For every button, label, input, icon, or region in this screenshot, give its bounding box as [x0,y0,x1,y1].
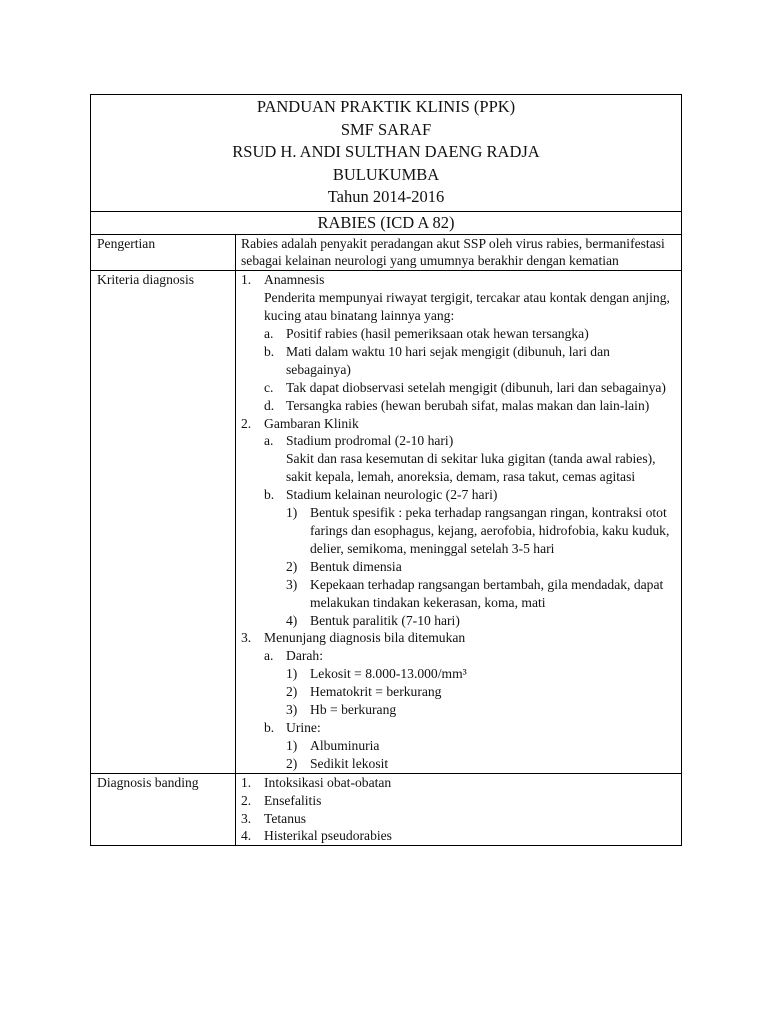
row-diagnosis-banding [91,774,681,847]
list-item [241,629,675,772]
list-text: Histerikal pseudorabies [264,828,392,844]
list-item [264,343,675,379]
list-item [264,647,675,719]
list-text: Bentuk paralitik (7-10 hari) [310,612,460,628]
list-text: Mati dalam waktu 10 hari sejak mengigit (dibunuh, lari dan sebagainya) [286,343,610,377]
list-item [241,792,675,810]
list-text: Hb = berkurang [310,702,397,718]
list-item [286,504,675,558]
list-marker: b. [264,487,275,503]
list-marker: c. [264,379,274,395]
row-label: Kriteria diagnosis [91,271,236,772]
row-pengertian [91,235,681,272]
section-title: Anamnesis [264,272,325,288]
list-marker: 2) [286,684,298,700]
kriteria-list [241,271,675,772]
sub-title: Darah: [286,648,323,664]
list-item [286,612,675,630]
list-number: 2. [241,792,252,808]
list-item [241,415,675,630]
list-item [286,576,675,612]
list-marker: 2) [286,755,298,771]
section-title: Menunjang diagnosis bila ditemukan [264,630,466,646]
list-marker: 4) [286,612,298,628]
list-text: Sedikit lekosit [310,755,389,771]
list-item [264,397,675,415]
list-text: Albuminuria [310,737,380,753]
list-item [286,701,675,719]
sub-sub-list [286,504,675,629]
header-department: SMF SARAF [340,119,432,139]
list-marker: 1) [286,505,298,521]
list-item [264,486,675,629]
banding-list [241,774,675,846]
sub-title: Stadium kelainan neurologic (2-7 hari) [286,487,498,503]
list-marker: b. [264,343,275,359]
sub-list [264,432,675,629]
list-text: Ensefalitis [264,792,322,808]
list-number: 3. [241,810,252,826]
list-text: Kepekaan terhadap rangsangan bertambah, gila mendadak, dapat melakukan tindakan kekerasan, koma, mati [310,576,664,610]
list-text: Hematokrit = berkurang [310,684,442,700]
sub-text: Sakit dan rasa kesemutan di sekitar luka gigitan (tanda awal rabies), sakit kepala, lemah, anoreksia, demam, rasa takut, cemas agitasi [286,451,656,485]
sub-sub-list [286,737,675,773]
list-item [241,271,675,414]
sub-title: Urine: [286,719,321,735]
list-text: Lekosit = 8.000-13.000/mm³ [310,666,467,682]
list-item [264,325,675,343]
list-number: 1. [241,774,252,790]
list-item [241,810,675,828]
list-marker: 2) [286,558,298,574]
list-item [241,774,675,792]
list-text: Tak dapat diobservasi setelah mengigit (dibunuh, lari dan sebagainya) [286,379,666,395]
sub-sub-list [286,665,675,719]
header-city: BULUKUMBA [332,164,440,184]
section-intro: Penderita mempunyai riwayat tergigit, tercakar atau kontak dengan anjing, kucing atau binatang lainnya yang: [264,290,670,324]
list-marker: a. [264,433,274,449]
header-title: PANDUAN PRAKTIK KLINIS (PPK) [256,97,516,116]
section-title: Gambaran Klinik [264,415,359,431]
list-text: Bentuk dimensia [310,558,402,574]
list-marker: 3) [286,702,298,718]
list-text: Tetanus [264,810,307,826]
row-kriteria-diagnosis [91,271,681,773]
list-marker: 3) [286,576,298,592]
header-year: Tahun 2014-2016 [327,187,445,206]
row-label: Diagnosis banding [91,774,236,846]
list-number: 1. [241,272,252,288]
list-item [241,827,675,845]
list-marker: 1) [286,666,298,682]
list-item [286,683,675,701]
list-number: 3. [241,630,252,646]
list-number: 4. [241,828,252,844]
list-text: Tersangka rabies (hewan berubah sifat, malas makan dan lain-lain) [286,397,650,413]
header-hospital: RSUD H. ANDI SULTHAN DAENG RADJA [232,142,540,161]
list-marker: a. [264,648,274,664]
list-text: Positif rabies (hasil pemeriksaan otak hewan tersangka) [286,326,589,342]
list-item [264,379,675,397]
document-header [91,95,681,212]
list-marker: a. [264,326,274,342]
sub-list [264,325,675,415]
sub-title: Stadium prodromal (2-10 hari) [286,433,454,449]
list-text: Bentuk spesifik : peka terhadap rangsangan ringan, kontraksi otot farings dan esophagus, kejang, aerofobia, hidrofobia, kaku kuduk, delier, semikoma, meninggal setelah 3-5 hari [310,505,670,556]
kriteria-content [236,271,681,772]
list-number: 2. [241,415,252,431]
banding-content [236,774,681,846]
list-marker: 1) [286,737,298,753]
list-item [286,665,675,683]
list-item [286,755,675,773]
list-item [264,719,675,773]
pengertian-text: Rabies adalah penyakit peradangan akut SSP oleh virus rabies, bermanifestasi sebagai kelainan neurologi yang umumnya berakhir dengan kematian [241,235,665,269]
list-item [286,558,675,576]
list-text: Intoksikasi obat-obatan [264,774,392,790]
disease-title: RABIES (ICD A 82) [91,212,681,235]
row-label: Pengertian [91,235,236,271]
list-item [286,737,675,755]
list-marker: b. [264,719,275,735]
list-item [264,432,675,486]
list-marker: d. [264,397,275,413]
sub-list [264,647,675,772]
ppk-document [90,94,682,846]
